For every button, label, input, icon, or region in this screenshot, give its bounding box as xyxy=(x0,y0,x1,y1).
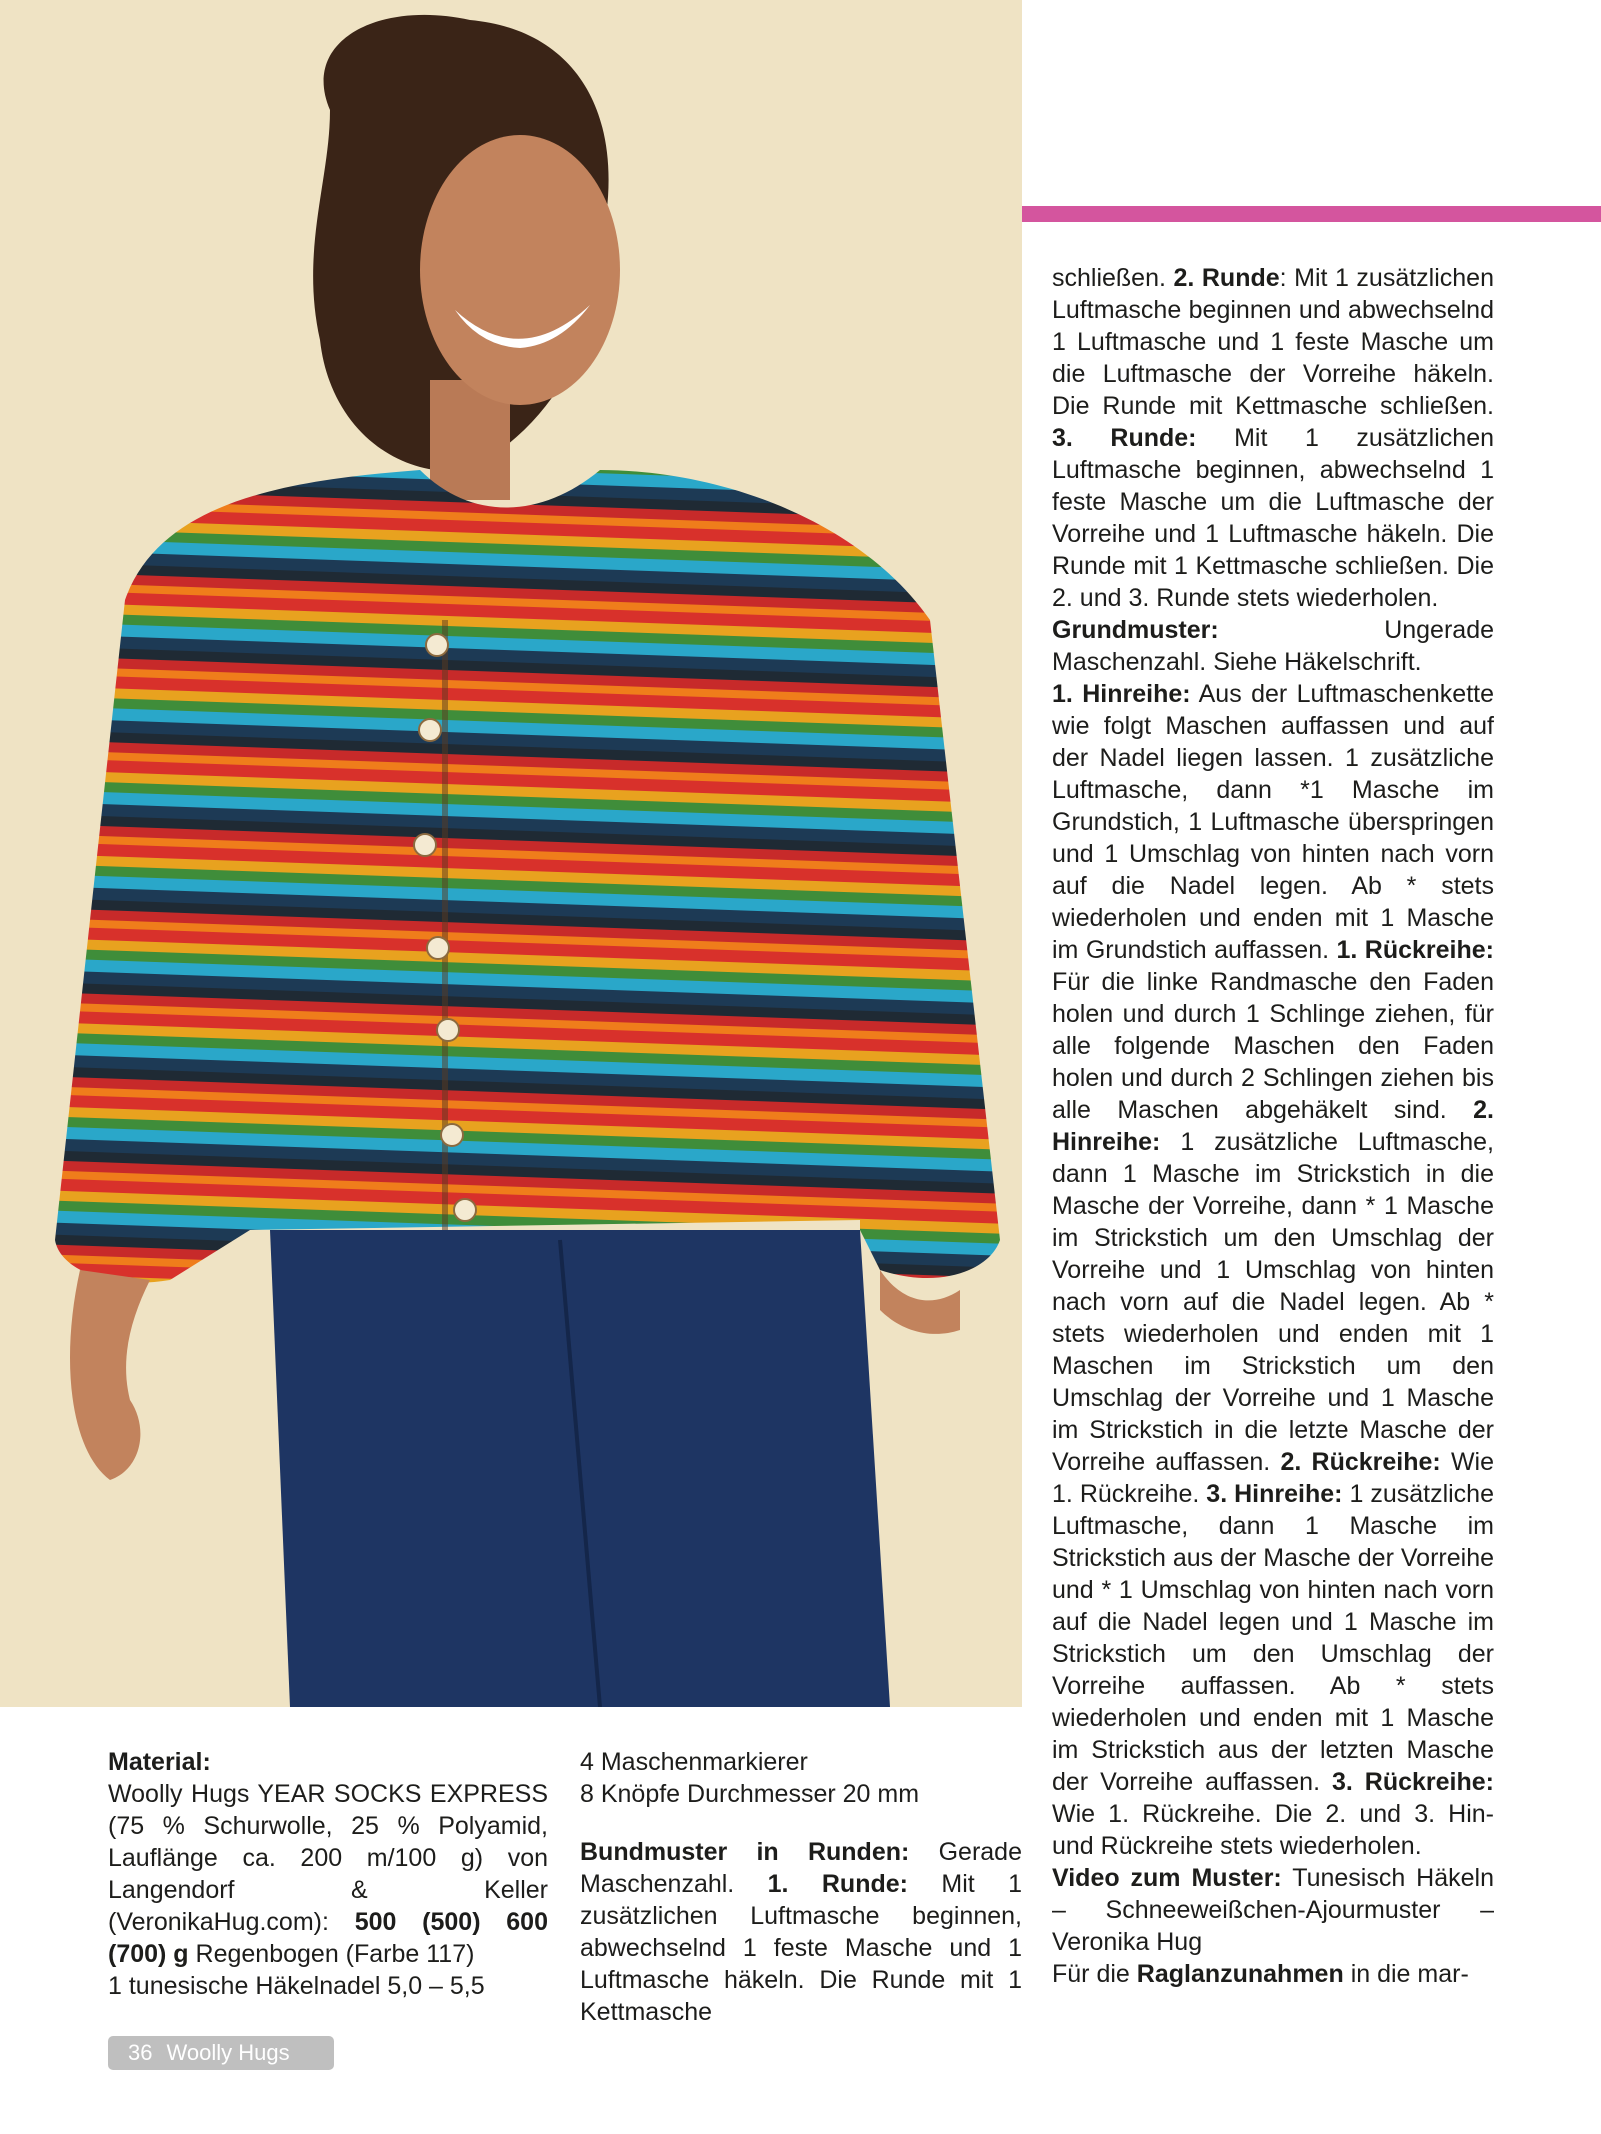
text: Für die linke Randmasche den Faden holen und durch 1 Schlinge ziehen, für alle folgende Maschen den Faden holen und durch 2 Schlingen ziehen bis alle Maschen abgehäkelt sind. xyxy=(1052,968,1494,1124)
hinreihe-2-label: 2. Hinreihe: xyxy=(1052,1096,1494,1156)
text: Mit 1 zusätzlichen Luftmasche beginnen, abwechselnd 1 feste Masche um die Luftmasche der Vorreihe und 1 Luftmasche häkeln. Die Runde mit 1 Kettmasche schließen. Die 2. und 3. Runde stets wiederholen. xyxy=(1052,424,1494,612)
text: 1 zusätzliche Luftmasche, dann 1 Masche im Strickstich in die Masche der Vorreihe, dann * 1 Masche im Strickstich um den Umschlag der Vorreihe und 1 Umschlag von hinten nach vorn auf die Nadel legen. Ab * stets wiederholen und enden mit 1 Maschen im Strickstich um den Umschlag der Vorreihe und 1 Masche im Strickstich in die letzte Masche der Vorreihe auffassen. xyxy=(1052,1128,1494,1476)
text: 1 zusätzliche Luftmasche, dann 1 Masche im Strickstich aus der Masche der Vorreihe und * 1 Umschlag von hinten nach vorn auf die Nadel legen und 1 Masche im Strickstich um den Umschlag der Vorreihe auffassen. Ab * stets wiederholen und enden mit 1 Masche im Strickstich aus der letzten Masche der Vorreihe auffassen. xyxy=(1052,1480,1494,1796)
text: Wie 1. Rückreihe. xyxy=(1052,1448,1494,1508)
text: schließen. xyxy=(1052,264,1174,292)
grundmuster-label: Grundmuster: xyxy=(1052,616,1219,644)
text: Aus der Luftmaschenkette wie folgt Maschen auffassen und auf der Nadel liegen lassen. 1 zusätzliche Luftmasche, dann *1 Masche im Grundstich, 1 Luftmasche überspringen und 1 Umschlag von hinten nach vorn auf die Nadel legen. Ab * stets wiederholen und enden mit 1 Masche im Grundstich auffassen. xyxy=(1052,680,1494,964)
markers-text: 4 Maschenmarkierer xyxy=(580,1748,808,1776)
yarn-text: Woolly Hugs YEAR SOCKS EXPRESS (75 % Schurwolle, 25 % Polyamid, Lauflänge ca. 200 m/100 g) von Langendorf & Keller (VeronikaHug.com): xyxy=(108,1780,548,1936)
rueckreihe-3-label: 3. Rückreihe: xyxy=(1331,1768,1494,1796)
material-heading: Material: xyxy=(108,1748,211,1776)
video-label: Video zum Muster: xyxy=(1052,1864,1282,1892)
text: Ungerade Maschenzahl. Siehe Häkelschrift. xyxy=(1052,616,1494,676)
buttons-text: 8 Knöpfe Durchmesser 20 mm xyxy=(580,1780,920,1808)
runde-1-label: 1. Runde: xyxy=(767,1870,908,1898)
accent-bar xyxy=(1022,206,1601,222)
text: Gerade Maschenzahl. xyxy=(580,1838,1022,1898)
hinreihe-3-label: 3. Hinreihe: xyxy=(1206,1480,1343,1508)
bold-label: 2. Runde xyxy=(1173,264,1280,292)
text: Tunesisch Häkeln – Schneeweißchen-Ajourmuster – Veronika Hug xyxy=(1052,1864,1494,1956)
hook-text: 1 tunesische Häkelnadel 5,0 – 5,5 xyxy=(108,1972,485,2000)
material-column xyxy=(108,1746,548,2002)
yarn-amount: 500 (500) 600 (700) g xyxy=(108,1908,548,1968)
instructions-right-column xyxy=(1052,262,1494,1990)
text: Mit 1 zusätzlichen Luftmasche beginnen, abwechselnd 1 feste Masche und 1 Luftmasche häkeln. Die Runde mit 1 Kettmasche xyxy=(580,1870,1022,2026)
text: in die mar- xyxy=(1343,1960,1469,1988)
page-footer xyxy=(108,2036,334,2070)
rueckreihe-2-label: 2. Rückreihe: xyxy=(1280,1448,1441,1476)
page-number: 36 xyxy=(128,2040,153,2065)
material-continued-column xyxy=(580,1746,1022,2028)
rueckreihe-1-label: 1. Rückreihe: xyxy=(1336,936,1494,964)
text: Wie 1. Rückreihe. Die 2. und 3. Hin- und Rückreihe stets wiederholen. xyxy=(1052,1800,1494,1860)
text: : Mit 1 zusätzlichen Luftmasche beginnen und abwechselnd 1 Luftmasche und 1 feste Masche um die Luftmasche der Vorreihe häkeln. Die Runde mit Kettmasche schließen. xyxy=(1052,264,1494,420)
text: Für die xyxy=(1052,1960,1137,1988)
bundmuster-label: Bundmuster in Runden: xyxy=(580,1838,910,1866)
raglan-label: Raglanzunahmen xyxy=(1136,1960,1344,1988)
yarn-color: Regenbogen (Farbe 117) xyxy=(188,1940,475,1968)
magazine-name: Woolly Hugs xyxy=(166,2040,290,2065)
hinreihe-1-label: 1. Hinreihe: xyxy=(1052,680,1191,708)
bold-label: 3. Runde: xyxy=(1052,424,1197,452)
